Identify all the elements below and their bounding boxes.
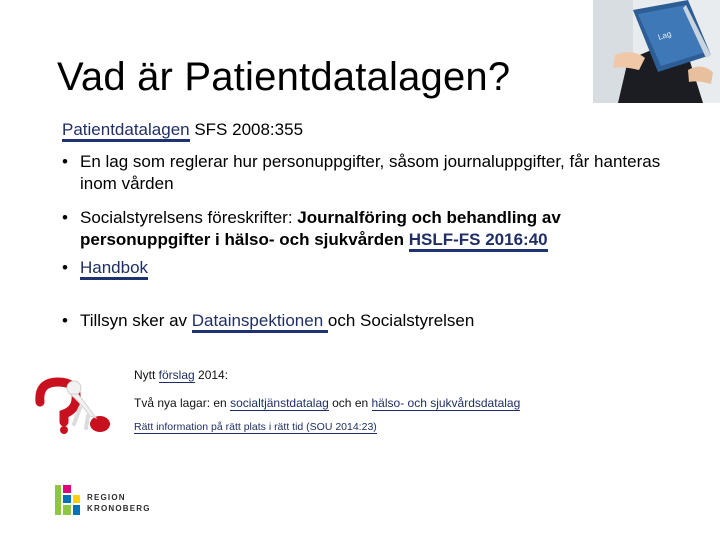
bullet-suffix: och Socialstyrelsen (327, 311, 475, 330)
note-text: Två nya lagar: en (134, 396, 231, 410)
handbok-link[interactable]: Handbok (80, 258, 148, 280)
note-text: 2014: (194, 368, 229, 382)
bullet-item-lag (62, 151, 680, 195)
patientdatalagen-link[interactable]: Patientdatalagen (62, 120, 190, 142)
forslag-link[interactable]: förslag (158, 368, 195, 382)
bullet-prefix: Tillsyn sker av (80, 311, 192, 330)
book-photo-image (593, 0, 720, 103)
region-kronoberg-logo (55, 483, 165, 519)
bullet-icon: • (62, 258, 68, 277)
bullet-icon: • (62, 152, 68, 171)
note-sou (134, 421, 377, 433)
region-kronoberg-logo-icon (55, 483, 81, 517)
note-text: Nytt (134, 368, 159, 382)
logo-text-region: REGION (87, 493, 126, 502)
socialtjanstdatalag-link[interactable]: socialtjänstdatalag (230, 396, 329, 410)
bullet-item-handbok (62, 257, 680, 279)
subtitle (62, 120, 303, 140)
bullet-prefix: Socialstyrelsens föreskrifter: (80, 208, 298, 227)
page-title: Vad är Patientdatalagen? (57, 55, 511, 99)
halso-sjukvardsdatalag-link[interactable]: hälso- och sjukvårdsdatalag (371, 396, 521, 410)
note-forslag (134, 368, 228, 382)
logo-text-kronoberg: KRONOBERG (87, 504, 151, 513)
hslf-fs-link[interactable]: HSLF-FS 2016:40 (409, 230, 548, 252)
question-figure-icon (30, 372, 120, 434)
bullet-text: En lag som reglerar hur personuppgifter, såsom journaluppgifter, får hanteras inom vården (80, 152, 661, 193)
bullet-icon: • (62, 311, 68, 330)
bullet-item-tillsyn (62, 310, 680, 332)
sou-2014-23-link[interactable]: Rätt information på rätt plats i rätt tid (SOU 2014:23) (134, 421, 377, 433)
bullet-bold-text: Journalföring och behandling av personuppgifter i hälso- och sjukvården (80, 208, 561, 249)
bullet-item-foreskrifter (62, 207, 680, 251)
datainspektionen-link[interactable]: Datainspektionen (192, 311, 328, 333)
note-text: och en (328, 396, 372, 410)
subtitle-text: SFS 2008:355 (189, 120, 304, 139)
bullet-icon: • (62, 208, 68, 227)
note-lagar (134, 396, 520, 410)
svg-text:Lag: Lag (656, 29, 673, 42)
